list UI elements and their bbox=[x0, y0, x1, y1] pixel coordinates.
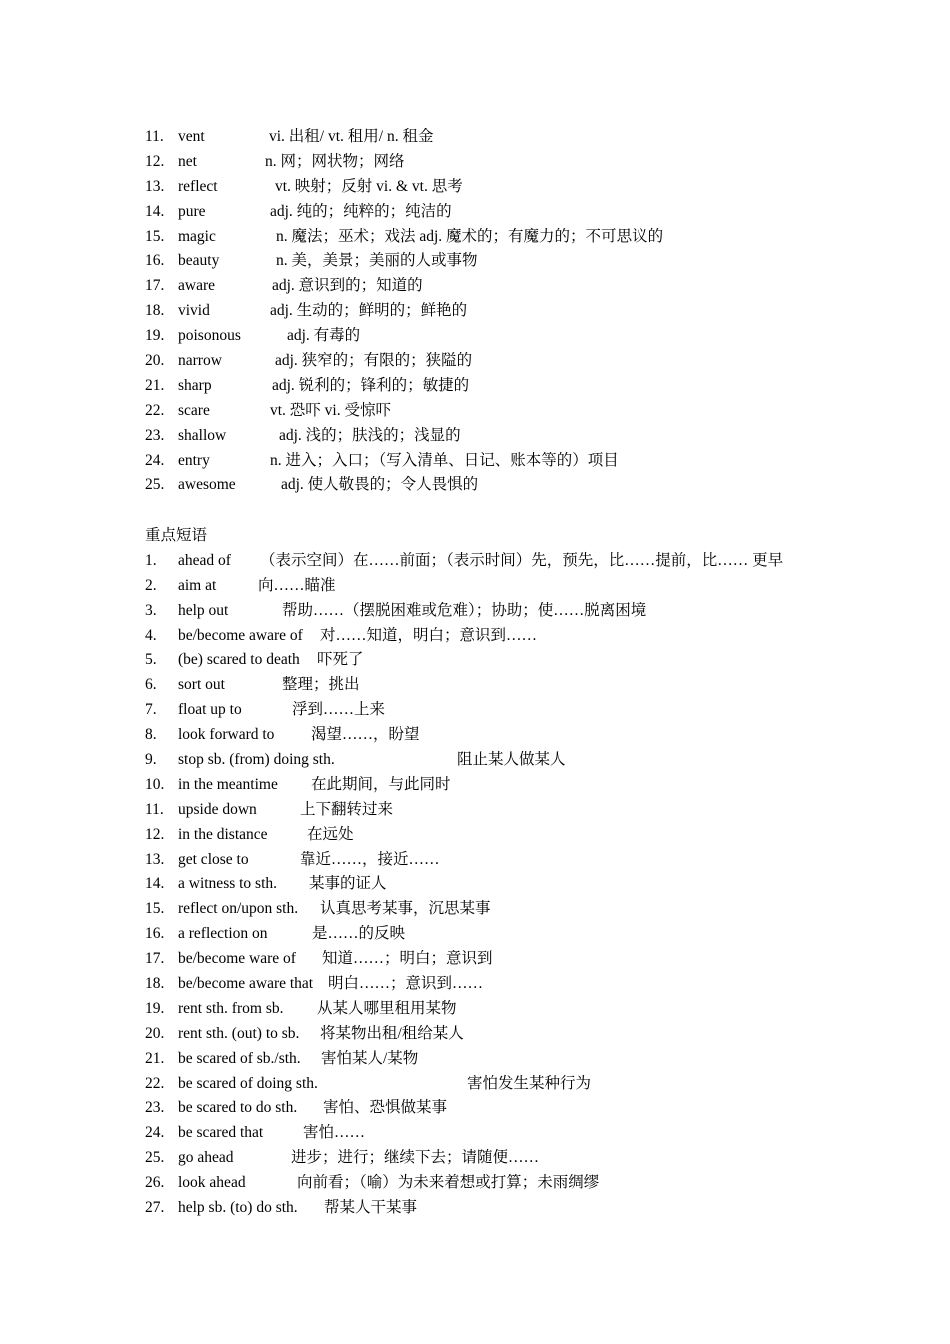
phrase-row bbox=[145, 599, 865, 624]
phrase-text: get close to bbox=[178, 850, 249, 868]
phrase-text: reflect on/upon sth. bbox=[178, 900, 299, 918]
item-number: 1. bbox=[145, 551, 157, 569]
item-number: 25. bbox=[145, 476, 165, 494]
vocab-definition: adj. 纯的；纯粹的；纯洁的 bbox=[270, 202, 452, 220]
phrase-text: stop sb. (from) doing sth. bbox=[178, 751, 335, 769]
vocab-definition: adj. 意识到的；知道的 bbox=[272, 277, 423, 295]
item-number: 18. bbox=[145, 302, 165, 320]
vocab-row bbox=[145, 324, 845, 349]
vocab-row bbox=[145, 449, 845, 474]
phrase-row bbox=[145, 1096, 865, 1121]
item-number: 15. bbox=[145, 900, 165, 918]
vocab-row bbox=[145, 424, 845, 449]
phrase-definition: 帮某人干某事 bbox=[324, 1199, 418, 1217]
phrase-definition: 在此期间，与此同时 bbox=[311, 775, 451, 793]
vocab-word: magic bbox=[178, 227, 216, 245]
phrase-row bbox=[145, 1171, 865, 1196]
vocab-row bbox=[145, 175, 845, 200]
item-number: 15. bbox=[145, 227, 165, 245]
vocab-row bbox=[145, 274, 845, 299]
phrase-definition: 向……瞄准 bbox=[258, 576, 336, 594]
phrase-definition: 认真思考某事，沉思某事 bbox=[320, 900, 491, 918]
phrase-text: be/become aware of bbox=[178, 626, 303, 644]
phrase-definition: 是……的反映 bbox=[312, 925, 406, 943]
item-number: 23. bbox=[145, 1099, 165, 1117]
phrase-definition: 吓死了 bbox=[317, 651, 364, 669]
key-phrases-section bbox=[145, 524, 865, 1221]
vocab-row bbox=[145, 399, 845, 424]
phrase-row bbox=[145, 1047, 865, 1072]
vocab-row bbox=[145, 374, 845, 399]
vocab-row bbox=[145, 249, 845, 274]
phrase-text: a reflection on bbox=[178, 925, 268, 943]
vocab-word: narrow bbox=[178, 352, 222, 370]
vocab-row bbox=[145, 150, 845, 175]
phrase-row bbox=[145, 872, 865, 897]
phrase-definition: 某事的证人 bbox=[309, 875, 387, 893]
phrase-row bbox=[145, 549, 865, 574]
item-number: 17. bbox=[145, 950, 165, 968]
phrase-definition: 阻止某人做某人 bbox=[457, 751, 566, 769]
item-number: 2. bbox=[145, 576, 157, 594]
item-number: 16. bbox=[145, 252, 165, 270]
item-number: 12. bbox=[145, 825, 165, 843]
item-number: 17. bbox=[145, 277, 165, 295]
vocab-row bbox=[145, 473, 845, 498]
phrase-text: ahead of bbox=[178, 551, 231, 569]
vocab-definition: adj. 生动的；鲜明的；鲜艳的 bbox=[270, 302, 468, 320]
item-number: 14. bbox=[145, 202, 165, 220]
phrase-row bbox=[145, 823, 865, 848]
item-number: 4. bbox=[145, 626, 157, 644]
vocab-word: shallow bbox=[178, 426, 227, 444]
vocab-row bbox=[145, 125, 845, 150]
vocab-row bbox=[145, 200, 845, 225]
item-number: 22. bbox=[145, 401, 165, 419]
item-number: 19. bbox=[145, 327, 165, 345]
phrase-text: be/become ware of bbox=[178, 950, 296, 968]
phrase-row bbox=[145, 773, 865, 798]
phrase-row bbox=[145, 922, 865, 947]
item-number: 16. bbox=[145, 925, 165, 943]
vocab-word: aware bbox=[178, 277, 215, 295]
vocab-word: sharp bbox=[178, 376, 212, 394]
phrase-row bbox=[145, 972, 865, 997]
phrase-definition: 对……知道，明白；意识到…… bbox=[320, 626, 538, 644]
vocab-definition: n. 网；网状物；网络 bbox=[265, 152, 405, 170]
phrase-row bbox=[145, 624, 865, 649]
item-number: 14. bbox=[145, 875, 165, 893]
vocab-definition: adj. 狭窄的；有限的；狭隘的 bbox=[275, 352, 473, 370]
item-number: 9. bbox=[145, 751, 157, 769]
phrase-text: in the meantime bbox=[178, 775, 278, 793]
vocab-word: vent bbox=[178, 128, 205, 145]
phrase-text: rent sth. from sb. bbox=[178, 999, 284, 1017]
phrase-row bbox=[145, 1022, 865, 1047]
phrase-definition: 害怕…… bbox=[303, 1124, 366, 1142]
vocab-definition: adj. 锐利的；锋利的；敏捷的 bbox=[272, 376, 470, 394]
vocab-word: vivid bbox=[178, 302, 210, 320]
phrase-text: upside down bbox=[178, 800, 257, 818]
phrase-definition: 将某物出租/租给某人 bbox=[320, 1024, 464, 1042]
item-number: 12. bbox=[145, 152, 165, 170]
phrase-row bbox=[145, 1121, 865, 1146]
phrase-text: float up to bbox=[178, 701, 242, 719]
phrase-text: look forward to bbox=[178, 726, 275, 744]
vocab-definition: vi. 出租/ vt. 租用/ n. 租金 bbox=[269, 128, 434, 145]
phrase-text: in the distance bbox=[178, 825, 268, 843]
phrase-definition: （表示空间）在……前面；（表示时间）先，预先，比……提前，比…… 更早 bbox=[260, 551, 784, 569]
item-number: 21. bbox=[145, 376, 165, 394]
phrase-row bbox=[145, 1072, 865, 1097]
phrase-definition: 上下翻转过来 bbox=[300, 800, 394, 818]
item-number: 5. bbox=[145, 651, 157, 669]
phrase-definition: 害怕某人/某物 bbox=[321, 1049, 419, 1067]
item-number: 8. bbox=[145, 726, 157, 744]
phrase-text: go ahead bbox=[178, 1149, 234, 1167]
phrase-row bbox=[145, 848, 865, 873]
item-number: 22. bbox=[145, 1074, 165, 1092]
vocab-word: poisonous bbox=[178, 327, 241, 345]
item-number: 24. bbox=[145, 451, 165, 469]
item-number: 24. bbox=[145, 1124, 165, 1142]
item-number: 7. bbox=[145, 701, 157, 719]
vocab-word: beauty bbox=[178, 252, 220, 270]
phrase-text: help out bbox=[178, 601, 229, 619]
vocab-row bbox=[145, 225, 845, 250]
phrase-row bbox=[145, 997, 865, 1022]
vocab-definition: n. 魔法；巫术；戏法 adj. 魔术的；有魔力的；不可思议的 bbox=[276, 227, 664, 245]
phrase-text: (be) scared to death bbox=[178, 651, 300, 669]
phrases-heading: 重点短语 bbox=[145, 527, 208, 544]
phrase-row bbox=[145, 1146, 865, 1171]
item-number: 11. bbox=[145, 128, 164, 145]
item-number: 6. bbox=[145, 676, 157, 694]
phrase-definition: 害怕发生某种行为 bbox=[467, 1074, 592, 1092]
item-number: 19. bbox=[145, 999, 165, 1017]
phrase-text: be scared of doing sth. bbox=[178, 1074, 318, 1092]
phrase-definition: 明白……；意识到…… bbox=[328, 975, 484, 993]
vocabulary-list bbox=[145, 125, 845, 498]
vocab-word: scare bbox=[178, 401, 210, 419]
vocab-word: entry bbox=[178, 451, 210, 469]
vocab-definition: adj. 使人敬畏的；令人畏惧的 bbox=[281, 476, 479, 494]
item-number: 21. bbox=[145, 1049, 165, 1067]
phrase-definition: 靠近……，接近…… bbox=[300, 850, 440, 868]
vocab-word: reflect bbox=[178, 177, 218, 195]
vocab-word: net bbox=[178, 152, 197, 170]
item-number: 20. bbox=[145, 1024, 165, 1042]
phrase-row bbox=[145, 897, 865, 922]
item-number: 20. bbox=[145, 352, 165, 370]
phrase-row bbox=[145, 748, 865, 773]
phrase-row bbox=[145, 673, 865, 698]
phrase-row bbox=[145, 723, 865, 748]
item-number: 11. bbox=[145, 800, 164, 818]
vocab-definition: vt. 恐吓 vi. 受惊吓 bbox=[270, 401, 391, 419]
phrase-text: a witness to sth. bbox=[178, 875, 278, 893]
phrase-row bbox=[145, 798, 865, 823]
vocab-definition: n. 进入；入口；（写入清单、日记、账本等的）项目 bbox=[270, 451, 619, 469]
item-number: 27. bbox=[145, 1199, 165, 1217]
vocab-definition: vt. 映射；反射 vi. & vt. 思考 bbox=[275, 177, 463, 195]
phrase-text: be/become aware that bbox=[178, 975, 314, 993]
item-number: 25. bbox=[145, 1149, 165, 1167]
phrase-text: aim at bbox=[178, 576, 217, 594]
vocab-definition: n. 美，美景；美丽的人或事物 bbox=[276, 252, 478, 270]
phrase-text: look ahead bbox=[178, 1174, 246, 1192]
item-number: 13. bbox=[145, 850, 165, 868]
phrase-text: be scared that bbox=[178, 1124, 264, 1142]
phrase-definition: 整理；挑出 bbox=[282, 676, 360, 694]
phrase-definition: 进步；进行；继续下去；请随便…… bbox=[291, 1149, 540, 1167]
phrase-text: be scared of sb./sth. bbox=[178, 1049, 301, 1067]
phrase-row bbox=[145, 1196, 865, 1221]
vocab-definition: adj. 有毒的 bbox=[287, 327, 361, 345]
phrase-text: be scared to do sth. bbox=[178, 1099, 298, 1117]
phrase-definition: 向前看；（喻）为未来着想或打算；未雨绸缪 bbox=[297, 1174, 600, 1192]
item-number: 18. bbox=[145, 975, 165, 993]
phrase-definition: 知道……；明白；意识到 bbox=[322, 950, 493, 968]
vocab-word: awesome bbox=[178, 476, 236, 494]
phrase-definition: 浮到……上来 bbox=[292, 701, 386, 719]
phrase-row bbox=[145, 648, 865, 673]
item-number: 10. bbox=[145, 775, 165, 793]
phrase-text: sort out bbox=[178, 676, 225, 694]
vocab-row bbox=[145, 349, 845, 374]
item-number: 23. bbox=[145, 426, 165, 444]
phrase-text: help sb. (to) do sth. bbox=[178, 1199, 298, 1217]
phrase-row bbox=[145, 947, 865, 972]
phrase-definition: 渴望……，盼望 bbox=[311, 726, 420, 744]
phrase-text: rent sth. (out) to sb. bbox=[178, 1024, 300, 1042]
phrase-definition: 在远处 bbox=[307, 825, 354, 843]
vocab-row bbox=[145, 299, 845, 324]
phrases-list bbox=[145, 549, 865, 1221]
phrase-row bbox=[145, 698, 865, 723]
phrase-row bbox=[145, 574, 865, 599]
vocab-word: pure bbox=[178, 202, 206, 220]
phrase-definition: 帮助……（摆脱困难或危难）；协助；使……脱离困境 bbox=[282, 601, 647, 619]
phrase-definition: 从某人哪里租用某物 bbox=[317, 999, 457, 1017]
phrase-definition: 害怕、恐惧做某事 bbox=[323, 1099, 448, 1117]
vocab-definition: adj. 浅的；肤浅的；浅显的 bbox=[279, 426, 461, 444]
item-number: 13. bbox=[145, 177, 165, 195]
item-number: 3. bbox=[145, 601, 157, 619]
item-number: 26. bbox=[145, 1174, 165, 1192]
